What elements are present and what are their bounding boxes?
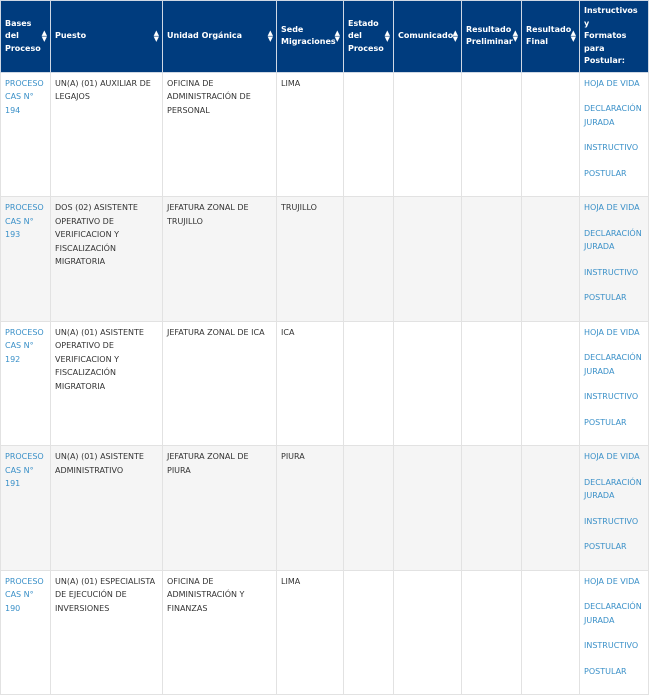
col-header-instructivos xyxy=(580,1,649,73)
cell-puesto: UN(A) (01) AUXILIAR DE LEGAJOS xyxy=(51,72,163,197)
cell-proceso xyxy=(1,446,51,571)
col-header-label: Instructivos y Formatos para Postular: xyxy=(584,6,638,65)
cell-puesto: UN(A) (01) ASISTENTE OPERATIVO DE VERIFICACION Y FISCALIZACIÓN MIGRATORIA xyxy=(51,321,163,446)
cell-instructivos xyxy=(580,197,649,322)
cell-resultado-final xyxy=(522,446,580,571)
table-row xyxy=(1,321,649,446)
cell-comunicado xyxy=(394,570,462,695)
col-header-label: Comunicado xyxy=(398,31,454,40)
cell-instructivos xyxy=(580,446,649,571)
declaracion-jurada-link[interactable]: DECLARACIÓN JURADA xyxy=(584,477,642,500)
postular-link[interactable]: POSTULAR xyxy=(584,168,627,178)
proceso-link[interactable]: PROCESO CAS N° 193 xyxy=(5,203,44,239)
cell-resultado-final xyxy=(522,72,580,197)
declaracion-jurada-link[interactable]: DECLARACIÓN JURADA xyxy=(584,353,642,376)
cell-sede: TRUJILLO xyxy=(277,197,344,322)
cell-resultado-preliminar xyxy=(462,570,522,695)
sort-arrows-icon[interactable]: ▲ ▼ xyxy=(452,29,458,44)
cell-unidad: JEFATURA ZONAL DE TRUJILLO xyxy=(163,197,277,322)
declaracion-jurada-link[interactable]: DECLARACIÓN JURADA xyxy=(584,228,642,251)
col-header-label: Bases del Proceso xyxy=(5,18,41,53)
table-row xyxy=(1,446,649,571)
cell-unidad: OFICINA DE ADMINISTRACIÓN Y FINANZAS xyxy=(163,570,277,695)
col-header-sede[interactable] xyxy=(277,1,344,73)
postular-link[interactable]: POSTULAR xyxy=(584,417,627,427)
declaracion-jurada-link[interactable]: DECLARACIÓN JURADA xyxy=(584,104,642,127)
cell-proceso xyxy=(1,197,51,322)
sort-arrows-icon[interactable]: ▲ ▼ xyxy=(384,29,390,44)
cell-comunicado xyxy=(394,446,462,571)
col-header-label: Resultado Preliminar xyxy=(466,24,513,47)
table-header-row xyxy=(1,1,649,73)
cell-proceso xyxy=(1,570,51,695)
cell-resultado-preliminar xyxy=(462,446,522,571)
sort-arrows-icon[interactable]: ▲ ▼ xyxy=(153,29,159,44)
cell-sede: PIURA xyxy=(277,446,344,571)
cell-estado xyxy=(344,197,394,322)
proceso-link[interactable]: PROCESO CAS N° 192 xyxy=(5,327,44,364)
table-row xyxy=(1,197,649,322)
cell-resultado-preliminar xyxy=(462,72,522,197)
sort-arrows-icon[interactable]: ▲ ▼ xyxy=(570,29,576,44)
cell-estado xyxy=(344,446,394,571)
cell-resultado-preliminar xyxy=(462,321,522,446)
col-header-puesto[interactable] xyxy=(51,1,163,73)
cell-comunicado xyxy=(394,321,462,446)
proceso-link[interactable]: PROCESO CAS N° 194 xyxy=(5,78,44,115)
sort-arrows-icon[interactable]: ▲ ▼ xyxy=(512,29,518,44)
sort-arrows-icon[interactable]: ▲ ▼ xyxy=(267,29,273,44)
sort-arrows-icon[interactable]: ▲ ▼ xyxy=(41,29,47,44)
cell-instructivos xyxy=(580,72,649,197)
cell-unidad: JEFATURA ZONAL DE ICA xyxy=(163,321,277,446)
col-header-resultado-final[interactable] xyxy=(522,1,580,73)
cell-sede: ICA xyxy=(277,321,344,446)
col-header-unidad[interactable] xyxy=(163,1,277,73)
col-header-label: Sede Migraciones xyxy=(281,24,336,47)
cell-estado xyxy=(344,72,394,197)
cell-proceso xyxy=(1,72,51,197)
table-row xyxy=(1,72,649,197)
cell-sede: LIMA xyxy=(277,570,344,695)
cell-puesto: UN(A) (01) ASISTENTE ADMINISTRATIVO xyxy=(51,446,163,571)
instructivo-link[interactable]: INSTRUCTIVO xyxy=(584,516,639,526)
proceso-link[interactable]: PROCESO CAS N° 190 xyxy=(5,576,44,613)
postular-link[interactable]: POSTULAR xyxy=(584,542,627,551)
instructivo-link[interactable]: INSTRUCTIVO xyxy=(584,392,639,401)
cell-puesto: UN(A) (01) ESPECIALISTA DE EJECUCIÓN DE INVERSIONES xyxy=(51,570,163,695)
cell-resultado-final xyxy=(522,197,580,322)
hoja-de-vida-link[interactable]: HOJA DE VIDA xyxy=(584,576,640,586)
cell-estado xyxy=(344,570,394,695)
cell-resultado-final xyxy=(522,321,580,446)
cell-puesto: DOS (02) ASISTENTE OPERATIVO DE VERIFICACION Y FISCALIZACIÓN MIGRATORIA xyxy=(51,197,163,322)
cell-sede: LIMA xyxy=(277,72,344,197)
col-header-bases[interactable] xyxy=(1,1,51,73)
instructivo-link[interactable]: INSTRUCTIVO xyxy=(584,143,639,152)
cell-estado xyxy=(344,321,394,446)
col-header-label: Puesto xyxy=(55,31,87,40)
col-header-label: Unidad Orgánica xyxy=(167,31,243,40)
hoja-de-vida-link[interactable]: HOJA DE VIDA xyxy=(584,452,640,461)
cell-resultado-preliminar xyxy=(462,197,522,322)
postular-link[interactable]: POSTULAR xyxy=(584,293,627,302)
instructivo-link[interactable]: INSTRUCTIVO xyxy=(584,641,639,650)
instructivo-link[interactable]: INSTRUCTIVO xyxy=(584,267,639,277)
col-header-resultado-preliminar[interactable] xyxy=(462,1,522,73)
cell-instructivos xyxy=(580,570,649,695)
hoja-de-vida-link[interactable]: HOJA DE VIDA xyxy=(584,327,640,337)
cell-unidad: JEFATURA ZONAL DE PIURA xyxy=(163,446,277,571)
declaracion-jurada-link[interactable]: DECLARACIÓN JURADA xyxy=(584,602,642,625)
col-header-label: Resultado Final xyxy=(526,24,572,47)
cell-unidad: OFICINA DE ADMINISTRACIÓN DE PERSONAL xyxy=(163,72,277,197)
proceso-link[interactable]: PROCESO CAS N° 191 xyxy=(5,452,44,488)
sort-arrows-icon[interactable]: ▲ ▼ xyxy=(334,29,340,44)
postular-link[interactable]: POSTULAR xyxy=(584,666,627,676)
hoja-de-vida-link[interactable]: HOJA DE VIDA xyxy=(584,203,640,212)
table-row xyxy=(1,570,649,695)
col-header-comunicado[interactable] xyxy=(394,1,462,73)
col-header-estado[interactable] xyxy=(344,1,394,73)
cell-resultado-final xyxy=(522,570,580,695)
cell-comunicado xyxy=(394,197,462,322)
cell-proceso xyxy=(1,321,51,446)
col-header-label: Estado del Proceso xyxy=(348,18,384,53)
hoja-de-vida-link[interactable]: HOJA DE VIDA xyxy=(584,78,640,88)
cell-instructivos xyxy=(580,321,649,446)
cell-comunicado xyxy=(394,72,462,197)
